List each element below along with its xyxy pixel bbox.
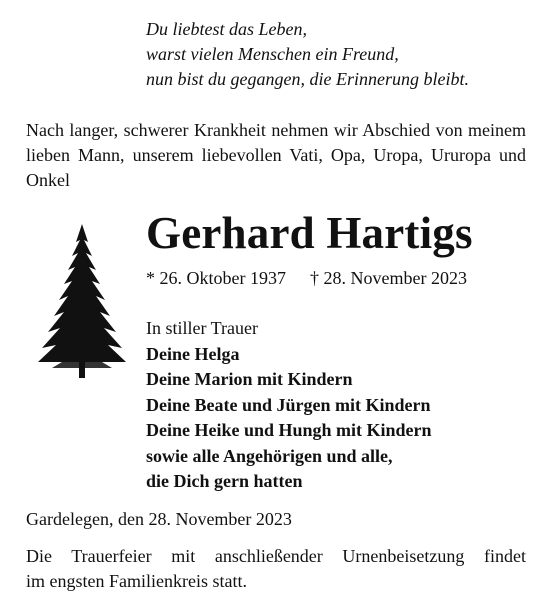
mourner-line: sowie alle Angehörigen und alle, [146,445,393,466]
mourners-list [146,316,432,495]
funeral-line: im engsten Familienkreis statt. [26,571,247,591]
poem-line: Du liebtest das Leben, [146,19,307,39]
funeral-line: Die Trauerfeier mit anschließender Urnenbeisetzung findet [26,546,526,566]
place-date: Gardelegen, den 28. November 2023 [26,509,292,529]
mourner-line: Deine Heike und Hungh mit Kindern [146,420,432,440]
mourner-line: die Dich gern hatten [146,471,303,491]
funeral-notice [26,544,526,594]
birth-date: * 26. Oktober 1937 [146,268,286,288]
poem-line: warst vielen Menschen ein Freund, [146,44,399,64]
mourner-line: Deine Marion mit Kindern [146,369,353,389]
deceased-name: Gerhard Hartigs [146,208,473,258]
death-date: † 28. November 2023 [309,268,467,288]
intro-text: Nach langer, schwerer Krankheit nehmen wir Abschied von meinem lieben Mann, unserem liebevollen Vati, Opa, Uropa, Ururopa und Onkel [26,120,526,190]
poem-line: nun bist du gegangen, die Erinnerung bleibt. [146,69,469,89]
poem [146,17,469,92]
mourner-line: Deine Beate und Jürgen mit Kindern [146,394,431,415]
life-dates [146,266,467,291]
mourning-heading: In stiller Trauer [146,318,258,338]
mourner-line: Deine Helga [146,343,240,364]
fir-tree-icon [32,222,132,382]
